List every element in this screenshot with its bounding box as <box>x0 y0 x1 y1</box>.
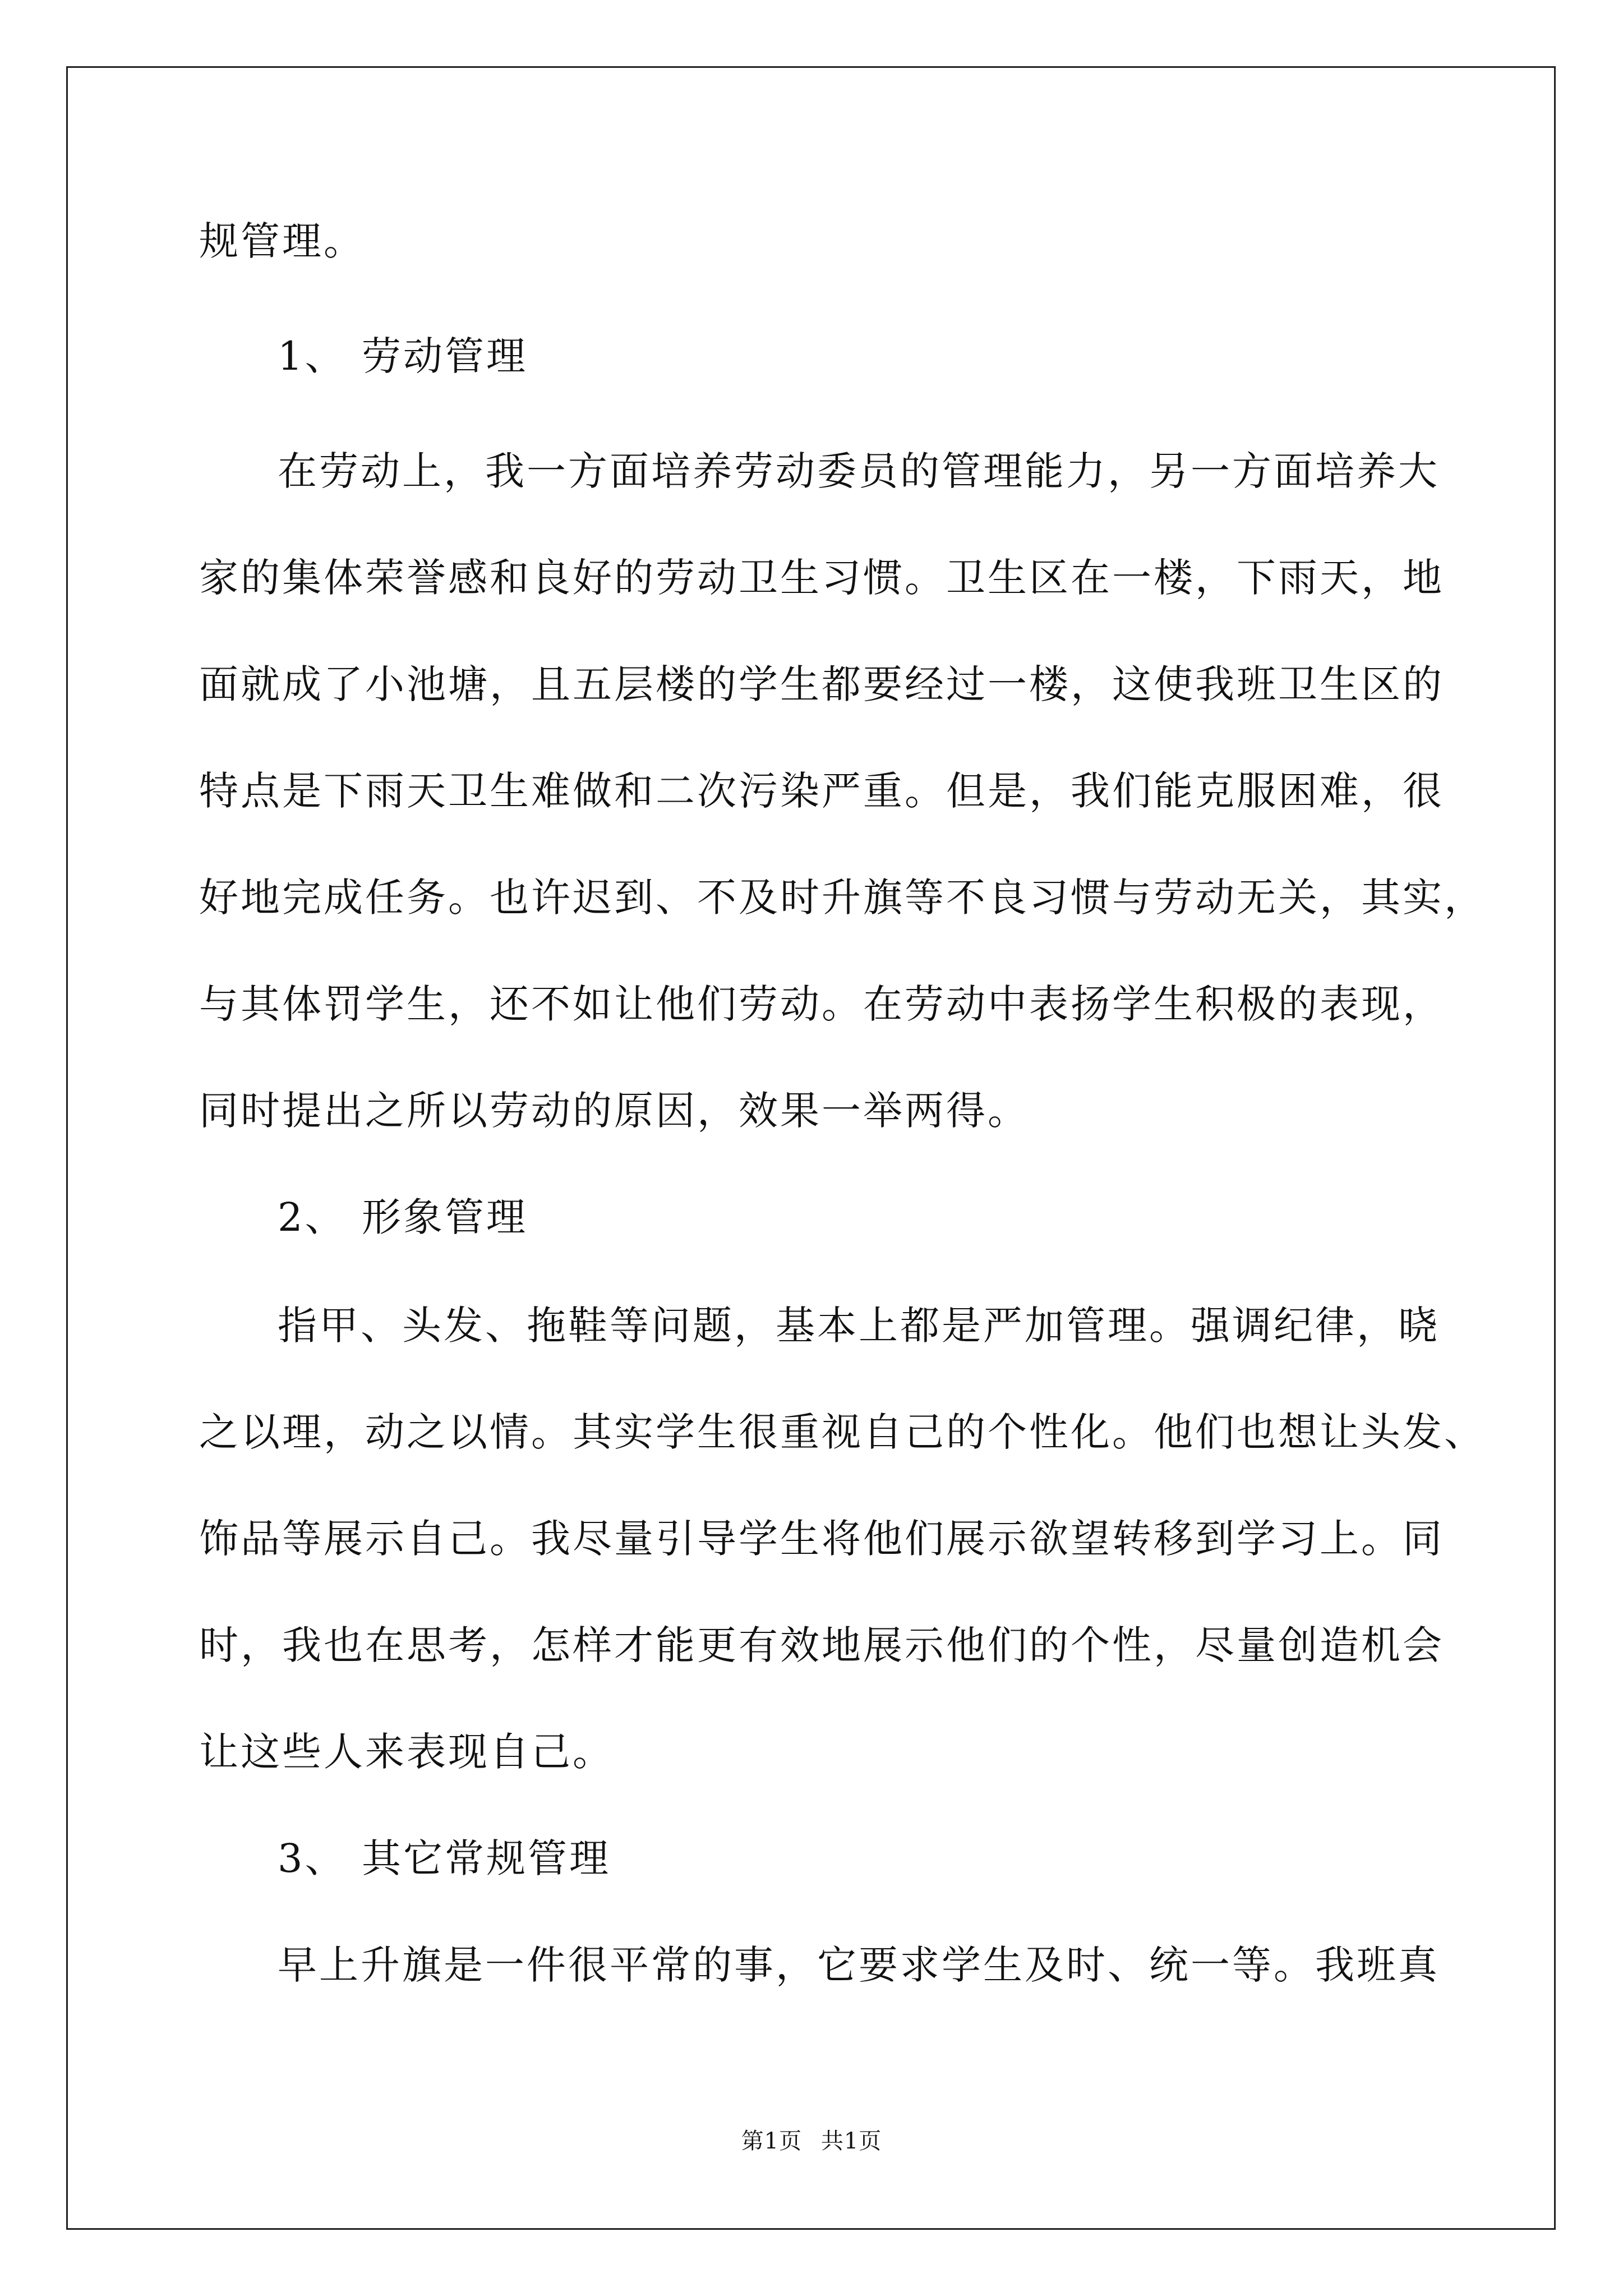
paragraph-line: 饰品等展示自己。我尽量引导学生将他们展示欲望转移到学习上。同 <box>199 1516 1444 1562</box>
paragraph-line: 家的集体荣誉感和良好的劳动卫生习惯。卫生区在一楼，下雨天，地 <box>199 555 1444 601</box>
section-heading-2 <box>278 1192 528 1243</box>
page-total: 共1页 <box>820 2128 882 2154</box>
paragraph-line: 同时提出之所以劳动的原因，效果一举两得。 <box>199 1088 1029 1134</box>
paragraph-line: 面就成了小池塘，且五层楼的学生都要经过一楼，这使我班卫生区的 <box>199 661 1444 707</box>
paragraph-line: 时，我也在思考，怎样才能更有效地展示他们的个性，尽量创造机会 <box>199 1622 1444 1668</box>
heading-number: 1、 <box>278 333 347 379</box>
paragraph-line: 之以理，动之以情。其实学生很重视自己的个性化。他们也想让头发、 <box>199 1409 1486 1455</box>
heading-number: 2、 <box>278 1194 347 1240</box>
page-footer <box>0 2127 1623 2155</box>
section-heading-1 <box>278 331 528 381</box>
heading-title: 劳动管理 <box>362 333 528 379</box>
heading-number: 3、 <box>278 1835 347 1881</box>
page-border <box>66 66 1556 2230</box>
heading-title: 形象管理 <box>362 1194 528 1240</box>
paragraph-line: 特点是下雨天卫生难做和二次污染严重。但是，我们能克服困难，很 <box>199 768 1444 814</box>
page-number: 第1页 <box>741 2128 803 2154</box>
paragraph-line: 好地完成任务。也许迟到、不及时升旗等不良习惯与劳动无关，其实， <box>199 875 1486 921</box>
section-heading-3 <box>278 1833 611 1884</box>
paragraph-line: 让这些人来表现自己。 <box>199 1729 614 1775</box>
paragraph-line: 与其体罚学生，还不如让他们劳动。在劳动中表扬学生积极的表现， <box>199 981 1444 1027</box>
paragraph-line: 在劳动上，我一方面培养劳动委员的管理能力，另一方面培养大 <box>278 448 1440 494</box>
paragraph-line: 规管理。 <box>199 218 365 264</box>
paragraph-line: 早上升旗是一件很平常的事，它要求学生及时、统一等。我班真 <box>278 1942 1440 1988</box>
heading-title: 其它常规管理 <box>362 1835 611 1881</box>
paragraph-line: 指甲、头发、拖鞋等问题，基本上都是严加管理。强调纪律，晓 <box>278 1303 1440 1349</box>
